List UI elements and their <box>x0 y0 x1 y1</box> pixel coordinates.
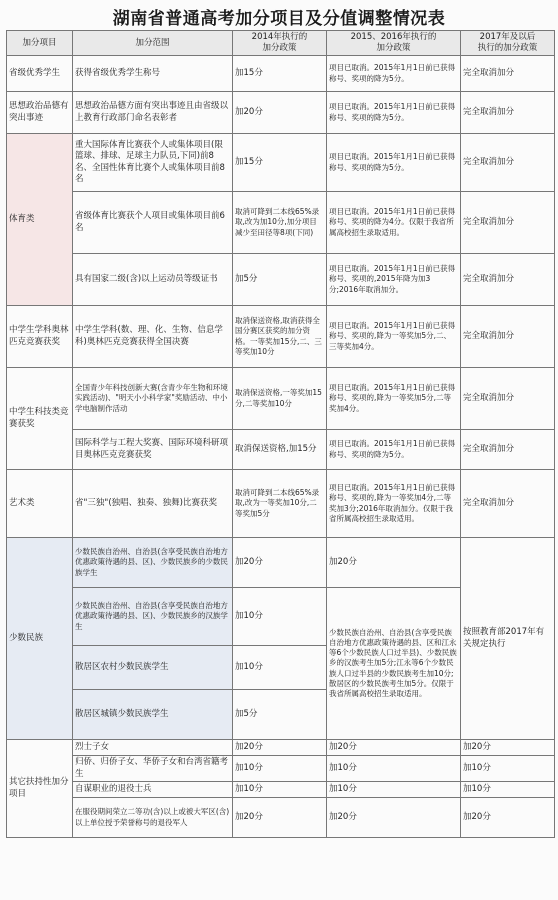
policy-2017-cell: 完全取消加分 <box>461 470 555 538</box>
policy-2015-cell: 加20分 <box>327 740 461 756</box>
header-2015-2016: 2015、2016年执行的 加分政策 <box>327 31 461 56</box>
policy-2014-cell: 加20分 <box>233 798 327 838</box>
policy-2015-cell: 项目已取消。2015年1月1日前已获得称号、奖项的降为5分。 <box>327 56 461 92</box>
category-cell: 艺术类 <box>7 470 73 538</box>
policy-2015-cell: 项目已取消。2015年1月1日前已获得称号、奖项的,2015年降为加3分;2016年取消加分。 <box>327 254 461 306</box>
table-row <box>7 254 555 306</box>
scope-cell: 散居区城镇少数民族学生 <box>73 690 233 740</box>
policy-2017-cell: 完全取消加分 <box>461 56 555 92</box>
policy-2014-cell: 加10分 <box>233 782 327 798</box>
table-header-row <box>7 31 555 56</box>
scope-cell: 重大国际体育比赛获个人或集体项目(限篮球、排球、足球主力队员,下同)前8名、全国性体育比赛个人或集体项目前8名 <box>73 134 233 192</box>
table-row <box>7 782 555 798</box>
policy-2017-cell: 完全取消加分 <box>461 306 555 368</box>
scope-cell: 中学生学科(数、理、化、生物、信息学科)奥林匹克竞赛获得全国决赛 <box>73 306 233 368</box>
policy-2017-cell: 完全取消加分 <box>461 92 555 134</box>
category-cell: 少数民族 <box>7 538 73 740</box>
scope-cell: 散居区农村少数民族学生 <box>73 646 233 690</box>
policy-2017-cell: 完全取消加分 <box>461 430 555 470</box>
header-scope: 加分范围 <box>73 31 233 56</box>
policy-2014-cell: 加20分 <box>233 92 327 134</box>
policy-2015-cell: 项目已取消。2015年1月1日前已获得称号、奖项的降为5分。 <box>327 430 461 470</box>
policy-2014-cell: 取消可降到二本线65%录取,改为加10分,加分项目减少至田径等8项(下同) <box>233 192 327 254</box>
policy-2014-cell: 加15分 <box>233 134 327 192</box>
policy-2015-cell: 加10分 <box>327 756 461 782</box>
policy-2017-cell: 完全取消加分 <box>461 192 555 254</box>
category-cell: 省级优秀学生 <box>7 56 73 92</box>
header-item: 加分项目 <box>7 31 73 56</box>
table-row <box>7 56 555 92</box>
policy-2014-cell: 加5分 <box>233 690 327 740</box>
scope-cell: 省"三独"(独唱、独奏、独舞)比赛获奖 <box>73 470 233 538</box>
policy-2014-cell: 加5分 <box>233 254 327 306</box>
scope-cell: 省级体育比赛获个人项目或集体项目前6名 <box>73 192 233 254</box>
policy-2017-cell: 加10分 <box>461 756 555 782</box>
policy-2015-cell: 项目已取消。2015年1月1日前已获得称号、奖项的降为5分。 <box>327 92 461 134</box>
policy-2015-cell: 项目已取消。2015年1月1日前已获得称号、奖项的降为4分。仅限于我省所属高校招生录取适用。 <box>327 192 461 254</box>
scope-cell: 少数民族自治州、自治县(含享受民族自治地方优惠政策待遇的县、区)、少数民族乡的汉族学生 <box>73 588 233 646</box>
category-cell: 思想政治品德有突出事迹 <box>7 92 73 134</box>
policy-2015-cell: 项目已取消。2015年1月1日前已获得称号、奖项的,降为一等奖加5分,二等奖加4分。 <box>327 368 461 430</box>
category-cell: 中学生学科奥林匹克竞赛获奖 <box>7 306 73 368</box>
header-2017: 2017年及以后 执行的加分政策 <box>461 31 555 56</box>
scope-cell: 国际科学与工程大奖赛、国际环境科研项目奥林匹克竞赛获奖 <box>73 430 233 470</box>
policy-2014-cell: 加20分 <box>233 538 327 588</box>
policy-2014-cell: 取消保送资格,取消获得全国分赛区获奖的加分资格。一等奖加15分,二、三等奖加10分 <box>233 306 327 368</box>
policy-2014-cell: 取消保送资格,一等奖加15分,二等奖加10分 <box>233 368 327 430</box>
scope-cell: 少数民族自治州、自治县(含享受民族自治地方优惠政策待遇的县、区)、少数民族乡的少数民族学生 <box>73 538 233 588</box>
policy-2017-cell: 完全取消加分 <box>461 134 555 192</box>
table-row <box>7 538 555 588</box>
scope-cell: 思想政治品德方面有突出事迹且由省级以上教育行政部门命名表彰者 <box>73 92 233 134</box>
policy-2015-cell: 项目已取消。2015年1月1日前已获得称号、奖项的,降为一等奖加4分,二等奖加3分;2016年取消加分。仅限于我省所属高校招生录取适用。 <box>327 470 461 538</box>
scope-cell: 获得省级优秀学生称号 <box>73 56 233 92</box>
table-row <box>7 368 555 430</box>
policy-2015-cell: 少数民族自治州、自治县(含享受民族自治地方优惠政策待遇的县、区和江永等6个少数民族人口过半县)、少数民族乡的汉族考生加5分;江永等6个少数民族人口过半县的少数民族考生加10分;散居区的少数民族考生加5分。仅限于我省所属高校招生录取适用。 <box>327 588 461 740</box>
scope-cell: 归侨、归侨子女、华侨子女和台湾省籍考生 <box>73 756 233 782</box>
policy-2017-cell: 按照教育部2017年有关规定执行 <box>461 538 555 740</box>
category-cell: 其它扶持性加分项目 <box>7 740 73 838</box>
policy-2017-cell: 加20分 <box>461 798 555 838</box>
policy-2015-cell: 项目已取消。2015年1月1日前已获得称号、奖项的,降为一等奖加5分,二、三等奖加4分。 <box>327 306 461 368</box>
policy-2014-cell: 加15分 <box>233 56 327 92</box>
table-row <box>7 92 555 134</box>
header-2014: 2014年执行的 加分政策 <box>233 31 327 56</box>
table-row <box>7 192 555 254</box>
policy-2017-cell: 加20分 <box>461 740 555 756</box>
category-cell: 中学生科技类竞赛获奖 <box>7 368 73 470</box>
table-row <box>7 430 555 470</box>
policy-2017-cell: 完全取消加分 <box>461 368 555 430</box>
scope-cell: 在服役期间荣立二等功(含)以上或被大军区(含)以上单位授予荣誉称号的退役军人 <box>73 798 233 838</box>
category-cell: 体育类 <box>7 134 73 306</box>
policy-2014-cell: 取消保送资格,加15分 <box>233 430 327 470</box>
bonus-policy-table <box>6 30 555 838</box>
table-row <box>7 470 555 538</box>
policy-2017-cell: 完全取消加分 <box>461 254 555 306</box>
scope-cell: 全国青少年科技创新大赛(含青少年生物和环境实践活动)、"明天小小科学家"奖励活动、中小学电脑制作活动 <box>73 368 233 430</box>
table-row <box>7 740 555 756</box>
table-row <box>7 134 555 192</box>
policy-2014-cell: 加10分 <box>233 588 327 646</box>
scope-cell: 具有国家二级(含)以上运动员等级证书 <box>73 254 233 306</box>
policy-2015-cell: 项目已取消。2015年1月1日前已获得称号、奖项的降为5分。 <box>327 134 461 192</box>
policy-2015-cell: 加20分 <box>327 538 461 588</box>
scope-cell: 自谋职业的退役士兵 <box>73 782 233 798</box>
policy-2015-cell: 加10分 <box>327 782 461 798</box>
page-title: 湖南省普通高考加分项目及分值调整情况表 <box>112 9 446 29</box>
table-row <box>7 798 555 838</box>
table-row <box>7 756 555 782</box>
policy-2014-cell: 取消可降到二本线65%录取,改为一等奖加10分,二等奖加5分 <box>233 470 327 538</box>
table-row <box>7 306 555 368</box>
policy-2014-cell: 加20分 <box>233 740 327 756</box>
policy-2014-cell: 加10分 <box>233 756 327 782</box>
policy-2014-cell: 加10分 <box>233 646 327 690</box>
scope-cell: 烈士子女 <box>73 740 233 756</box>
policy-2015-cell: 加20分 <box>327 798 461 838</box>
policy-2017-cell: 加10分 <box>461 782 555 798</box>
